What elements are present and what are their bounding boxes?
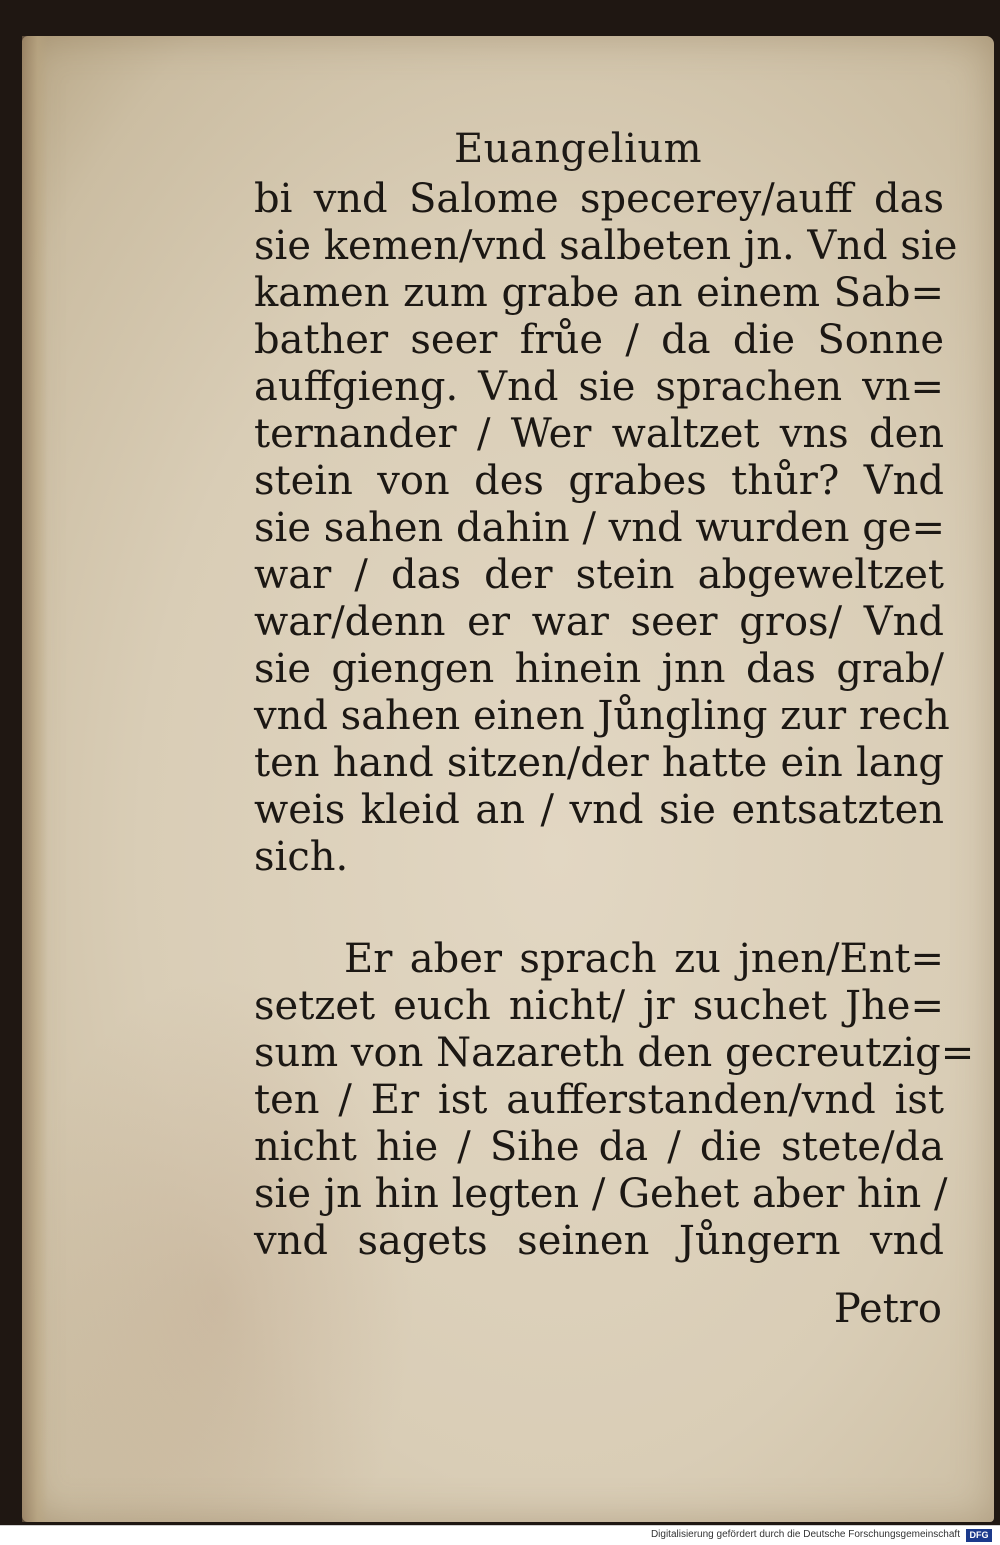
- running-header: Euangelium: [453, 126, 703, 172]
- text-line: weis kleid an / vnd sie entsatzten: [254, 787, 944, 833]
- text-line: bather seer frůe / da die Sonne: [254, 317, 944, 363]
- text-line: sich.: [254, 834, 349, 880]
- text-line: nicht hie / Sihe da / die stete/da: [254, 1124, 944, 1170]
- text-line: vnd sahen einen Jůngling zur rech: [254, 693, 950, 739]
- text-line: stein von des grabes thůr? Vnd: [254, 458, 944, 504]
- text-line: ternander / Wer waltzet vns den: [254, 411, 944, 457]
- book-page: [22, 36, 994, 1522]
- text-line: kamen zum grabe an einem Sab=: [254, 270, 944, 316]
- text-line: sie kemen/vnd salbeten jn. Vnd sie: [254, 223, 958, 269]
- text-line: bi vnd Salome specerey/auff das: [254, 176, 944, 222]
- funding-credit: Digitalisierung gefördert durch die Deutsche Forschungsgemeinschaft: [650, 1529, 960, 1540]
- text-line: Er aber sprach zu jnen/Ent=: [344, 936, 944, 982]
- text-line: sie jn hin legten / Gehet aber hin /: [254, 1171, 948, 1217]
- text-line: setzet euch nicht/ jr suchet Jhe=: [254, 983, 944, 1029]
- text-line: sum von Nazareth den gecreutzig=: [254, 1030, 975, 1076]
- dfg-logo-icon: DFG: [966, 1529, 992, 1542]
- text-line: vnd sagets seinen Jůngern vnd: [254, 1218, 944, 1264]
- text-line: auffgieng. Vnd sie sprachen vn=: [254, 364, 944, 410]
- text-line: war / das der stein abgeweltzet: [254, 552, 944, 598]
- text-line: ten / Er ist aufferstanden/vnd ist: [254, 1077, 944, 1123]
- text-line: sie giengen hinein jnn das grab/: [254, 646, 944, 692]
- paragraph-1: [254, 176, 958, 881]
- text-line: war/denn er war seer gros/ Vnd: [254, 599, 944, 645]
- text-line: sie sahen dahin / vnd wurden ge=: [254, 505, 946, 551]
- page-binding-shadow: [22, 36, 48, 1522]
- text-line: ten hand sitzen/der hatte ein lang: [254, 740, 944, 786]
- digitization-footer: [0, 1525, 1000, 1545]
- catchword: Petro: [833, 1286, 942, 1332]
- paragraph-2: [254, 936, 975, 1265]
